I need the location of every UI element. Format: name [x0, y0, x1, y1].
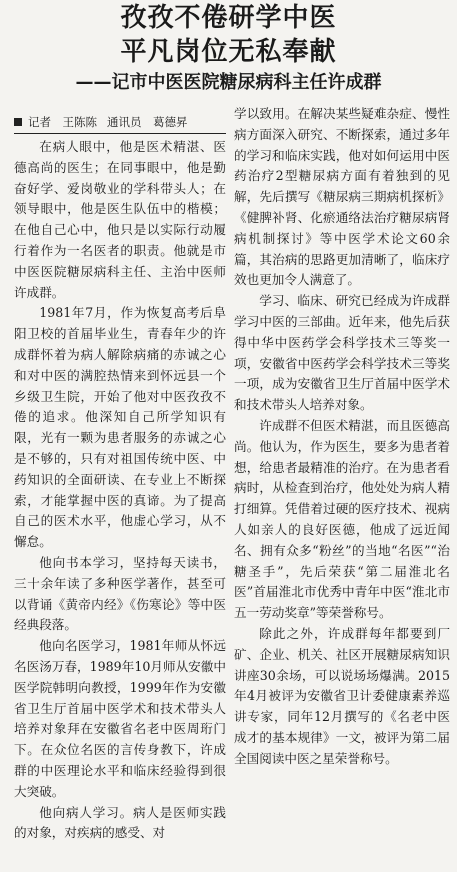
headline-line-1: 孜孜不倦研学中医 [120, 3, 337, 33]
article-paragraph: 他向病人学习。病人是医师实践的对象，对疾病的感受、对 [14, 804, 226, 841]
byline-reporter: 记者 王陈陈 [28, 115, 97, 129]
article-paragraph: 许成群不但医术精湛，而且医德高尚。他认为，作为医生，要多为患者着想，给患者最精准的治疗。在为患者看病时，从检查到治疗，他处处为病人精打细算。凭借着过硬的医疗技术、视病人如亲人的良好医德，他成了远近闻名、拥有众多“粉丝”的当地“名医”“治糖圣手”，先后荣获“第二届淮北名医”首届淮北市优秀中青年中医“淮北市五一劳动奖章”等荣誉称号。 [234, 417, 450, 621]
article-paragraph: 他向名医学习，1981年师从怀远名医汤万春，1989年10月师从安徽中医学院韩明向教授，1999年作为安徽省卫生厅首届中医学术和技术带头人培养对象拜在安徽省名老中医周珩门下。在众位名医的言传身教下，许成群的中医理论水平和临床经验得到很大突破。 [14, 638, 226, 799]
article-paragraph: 学以致用。在解决某些疑难杂症、慢性病方面深入研究、不断探索，通过多年的学习和临床实践，他对如何运用中医药治疗2型糖尿病方面有着独到的见解，先后撰写《糖尿病三期病机探析》《健脾补肾、化瘀通络法治疗糖尿病肾病机制探讨》等中医学术论文60余篇，其治病的思路更加清晰了，临床疗效也更加令人满意了。 [234, 106, 450, 288]
article-paragraph: 1981年7月，作为恢复高考后阜阳卫校的首届毕业生，青春年少的许成群怀着为病人解除病痛的赤诚之心和对中医的满腔热情来到怀远县一个乡级卫生院，开始了他对中医孜孜不倦的追求。他深知自己所学知识有限，光有一颗为患者服务的赤诚之心是不够的，只有对祖国传统中医、中药知识的全面研读、在专业上不断探索，才能掌握中医的真谛。为了提高自己的医术水平，他虚心学习，从不懈怠。 [14, 305, 226, 550]
byline [14, 114, 226, 134]
article-paragraph: 他向书本学习，坚持每天读书，三十余年读了多种医学著作，甚至可以背诵《黄帝内经》《伤寒论》等中医经典段落。 [14, 554, 226, 633]
article-left-column [14, 114, 226, 870]
article-paragraph: 在病人眼中，他是医术精湛、医德高尚的医生；在同事眼中，他是勤奋好学、爱岗敬业的学科带头人；在领导眼中，他是医生队伍中的楷模；在他自己心中，他只是以实际行动履行着作为一名医者的职责。他就是市中医医院糖尿病科主任、主治中医师许成群。 [14, 139, 226, 300]
byline-correspondent: 通讯员 葛德昇 [107, 115, 188, 129]
article-paragraph: 除此之外，许成群每年都要到厂矿、企业、机关、社区开展糖尿病知识讲座30余场，可以说场场爆满。2015年4月被评为安徽省卫计委健康素养巡讲专家，同年12月撰写的《名老中医成才的基本规律》一文，被评为第二届全国阅读中医之星荣誉称号。 [234, 625, 450, 766]
article-right-column [234, 104, 450, 870]
square-bullet-icon [14, 118, 22, 126]
article-paragraph: 学习、临床、研究已经成为许成群学习中医的三部曲。近年来，他先后获得中华中医药学会科学技术三等奖一项，安徽省中医药学会科学技术三等奖一项，成为安徽省卫生厅首届中医学术和技术带头人培养对象。 [234, 293, 450, 413]
subtitle: ——记市中医医院糖尿病科主任许成群 [75, 72, 382, 93]
headline-line-2: 平凡岗位无私奉献 [120, 37, 337, 67]
